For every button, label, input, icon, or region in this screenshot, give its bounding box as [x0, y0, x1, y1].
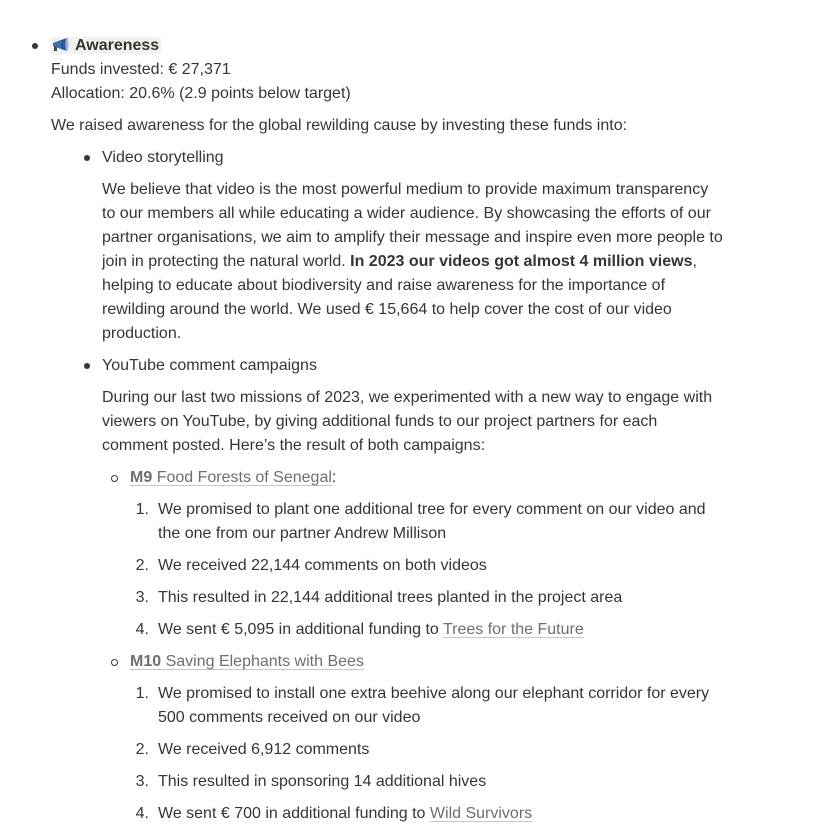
- awareness-intro: We raised awareness for the global rewilding cause by investing these funds into:: [51, 117, 628, 134]
- list-item: 500 comments received on our video: [158, 709, 421, 726]
- video-text-line: helping to educate about biodiversity and raise awareness for the importance of: [102, 277, 666, 294]
- funds-invested: Funds invested: € 27,371: [51, 61, 231, 78]
- video-text-line: We believe that video is the most powerful medium to provide maximum transparency: [102, 181, 709, 198]
- youtube-title: YouTube comment campaigns: [102, 357, 317, 374]
- m9-heading: [130, 466, 336, 490]
- megaphone-icon: [52, 36, 70, 50]
- list-item: This resulted in sponsoring 14 additional hives: [158, 773, 487, 790]
- youtube-text-line: During our last two missions of 2023, we experimented with a new way to engage with: [102, 389, 713, 406]
- list-number: 1.: [135, 685, 149, 702]
- list-number: 1.: [135, 501, 149, 518]
- m9-label: M9: [130, 469, 153, 486]
- bullet: [84, 155, 90, 161]
- video-views-highlight: In 2023 our videos got almost 4 million views: [350, 253, 693, 270]
- youtube-text-line: viewers on YouTube, by giving additional funds to our project partners for each: [102, 413, 658, 430]
- m9-title: Food Forests of Senegal: [156, 469, 332, 486]
- bullet-circle: [111, 475, 118, 482]
- bullet: [84, 363, 90, 369]
- m10-link[interactable]: [130, 653, 364, 670]
- list-item-text: We sent € 700 in additional funding to: [158, 805, 430, 822]
- m10-heading: [130, 650, 364, 674]
- list-number: 4.: [135, 621, 149, 638]
- list-number: 3.: [135, 773, 149, 790]
- list-item: We promised to install one extra beehive along our elephant corridor for every: [158, 685, 710, 702]
- trees-for-the-future-link[interactable]: Trees for the Future: [442, 621, 584, 638]
- list-number: 3.: [135, 589, 149, 606]
- video-text-line: [102, 250, 697, 274]
- list-item: [158, 802, 532, 826]
- list-item: [158, 618, 584, 642]
- m9-link[interactable]: [130, 469, 332, 486]
- list-number: 2.: [135, 557, 149, 574]
- allocation: Allocation: 20.6% (2.9 points below target): [51, 85, 351, 102]
- m10-label: M10: [130, 653, 162, 670]
- video-text-line: production.: [102, 325, 182, 342]
- video-text-plain: ,: [692, 253, 697, 270]
- awareness-heading: [51, 34, 161, 58]
- video-title: Video storytelling: [102, 149, 224, 166]
- list-item: This resulted in 22,144 additional trees planted in the project area: [158, 589, 623, 606]
- list-item: We received 6,912 comments: [158, 741, 370, 758]
- video-text-line: to our members all while educating a wider audience. By showcasing the efforts of our: [102, 205, 711, 222]
- list-item: the one from our partner Andrew Millison: [158, 525, 447, 542]
- bullet-circle: [111, 659, 118, 666]
- list-item-text: We sent € 5,095 in additional funding to: [158, 621, 443, 638]
- list-number: 4.: [135, 805, 149, 822]
- list-item: We promised to plant one additional tree for every comment on our video and: [158, 501, 706, 518]
- bullet: [32, 43, 38, 49]
- m9-suffix: :: [331, 469, 337, 486]
- youtube-text-line: comment posted. Here’s the result of both campaigns:: [102, 437, 486, 454]
- video-text-line: rewilding around the world. We used € 15,664 to help cover the cost of our video: [102, 301, 672, 318]
- list-item: We received 22,144 comments on both videos: [158, 557, 487, 574]
- video-text-plain: join in protecting the natural world.: [102, 253, 351, 270]
- m10-title: Saving Elephants with Bees: [165, 653, 364, 670]
- awareness-title: Awareness: [75, 37, 160, 54]
- video-text-line: partner organisations, we aim to amplify their message and inspire even more people to: [102, 229, 723, 246]
- wild-survivors-link[interactable]: Wild Survivors: [429, 805, 533, 822]
- list-number: 2.: [135, 741, 149, 758]
